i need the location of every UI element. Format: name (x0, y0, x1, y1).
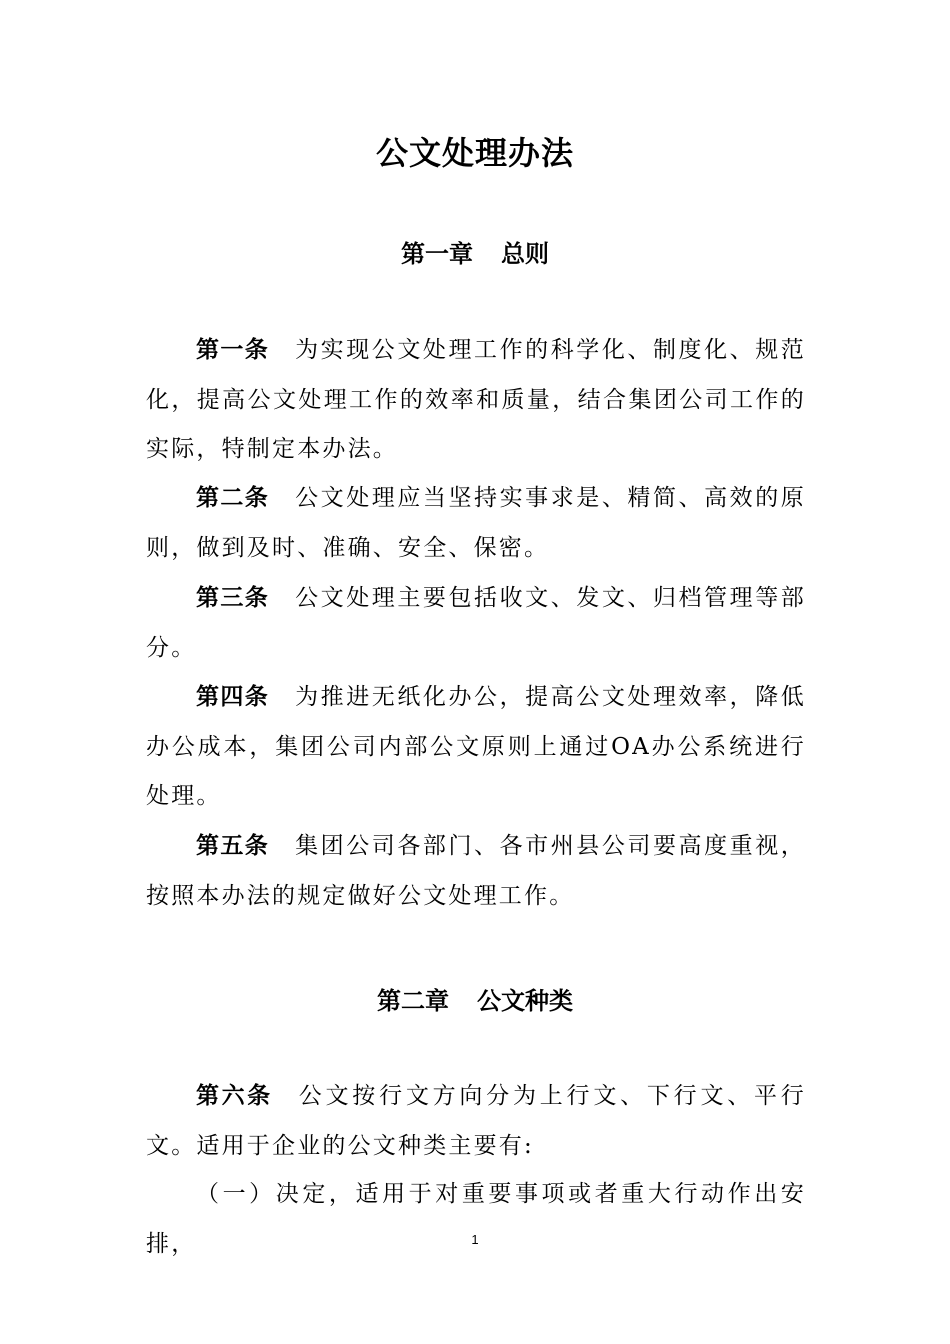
article-1-text: 为实现公文处理工作的科学化、制度化、规范化，提高公文处理工作的效率和质量，结合集团公司工作的实际，特制定本办法。 (146, 337, 807, 462)
article-2-number: 第二条 (196, 485, 270, 511)
article-3 (146, 574, 806, 673)
article-4 (146, 673, 806, 822)
article-5-number: 第五条 (196, 833, 270, 859)
article-5-text: 集团公司各部门、各市州县公司要高度重视，按照本办法的规定做好公文处理工作。 (146, 833, 807, 909)
article-6-text: 公文按行文方向分为上行文、下行文、平行文。适用于企业的公文种类主要有: (146, 1083, 806, 1159)
chapter-1-name: 总则 (501, 240, 549, 268)
chapter-2-heading (0, 981, 950, 1016)
article-2 (146, 474, 806, 573)
chapter-2-label: 第二章 (377, 987, 449, 1015)
article-6 (146, 1072, 806, 1171)
article-5 (146, 822, 806, 921)
article-1 (146, 326, 806, 475)
article-4-text: 为推进无纸化办公，提高公文处理效率，降低办公成本，集团公司内部公文原则上通过OA办公系统进行处理。 (146, 684, 807, 809)
chapter-2-name: 公文种类 (477, 987, 573, 1015)
article-1-number: 第一条 (196, 337, 270, 363)
article-3-number: 第三条 (196, 585, 270, 611)
chapter-1-label: 第一章 (401, 240, 473, 268)
article-6-item-1: （一）决定，适用于对重要事项或者重大行动作出安排， (146, 1181, 806, 1257)
article-2-text: 公文处理应当坚持实事求是、精简、高效的原则，做到及时、准确、安全、保密。 (146, 485, 807, 561)
document-title: 公文处理办法 (375, 134, 574, 172)
page-number: 1 (471, 1232, 479, 1247)
article-4-number: 第四条 (196, 684, 270, 710)
article-6-number: 第六条 (196, 1083, 273, 1109)
article-3-text: 公文处理主要包括收文、发文、归档管理等部分。 (146, 585, 807, 661)
chapter-1-heading (0, 234, 950, 269)
